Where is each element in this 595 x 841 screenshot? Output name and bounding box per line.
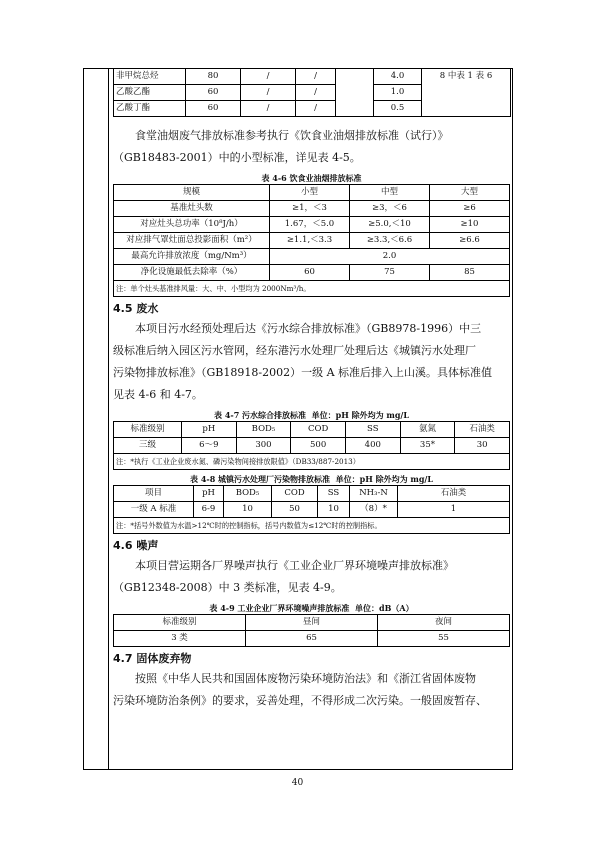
- table-cell: 1.67，＜5.0: [270, 217, 350, 233]
- table-cell: 净化设施最低去除率（%）: [114, 265, 270, 281]
- table-cell: /: [241, 101, 296, 117]
- frame-divider: [108, 68, 109, 770]
- table-row: [114, 69, 511, 85]
- table-row: [114, 233, 510, 249]
- header-cell: 石油类: [455, 422, 510, 438]
- table-note: 注：*执行《工业企业废水氮、磷污染物间接排放限值》（DB33/887-2013）: [114, 454, 510, 470]
- table-row: [114, 438, 510, 454]
- paragraph-water-3: 污染物排放标准》（GB18918-2002）一级 A 标准后排入上山溪。具体标准值: [113, 366, 493, 379]
- table-cell: （8）*: [350, 502, 398, 518]
- paragraph-solid-1: 按照《中华人民共和国固体废物污染环境防治法》和《浙江省固体废物: [135, 672, 476, 685]
- pollutant-name: 乙酸丁酯: [114, 101, 186, 117]
- table-cell: 400: [345, 438, 400, 454]
- header-cell: COD: [291, 422, 346, 438]
- table-header-row: [114, 615, 510, 631]
- table-cell: ≥6.6: [430, 233, 510, 249]
- header-cell: 大型: [430, 185, 510, 201]
- caption-title: 表 4-8 城镇污水处理厂污染物排放标准: [190, 474, 331, 484]
- table-cell: 4.0: [374, 69, 422, 85]
- table-4-7-caption: [113, 409, 510, 421]
- table-note-row: [114, 281, 510, 297]
- table-4-8: [113, 485, 510, 534]
- paragraph-water-2: 级标准后纳入园区污水管网，经东港污水处理厂处理后达《城镇污水处理厂: [113, 344, 476, 357]
- table-4-7: [113, 421, 510, 470]
- header-cell: 夜间: [378, 615, 510, 631]
- table-cell: ≥5.0,＜10: [350, 217, 430, 233]
- paragraph-noise-1: 本项目营运期各厂界噪声执行《工业企业厂界环境噪声排放标准》: [135, 559, 454, 572]
- table-cell: ≥3.3,＜6.6: [350, 233, 430, 249]
- table-cell: /: [241, 69, 296, 85]
- header-cell: SS: [318, 486, 350, 502]
- paragraph-noise-2: （GB12348-2008）中 3 类标准，见表 4-9。: [113, 581, 342, 594]
- header-cell: 项目: [114, 486, 194, 502]
- table-cell: 35*: [400, 438, 455, 454]
- table-cell: 0.5: [374, 101, 422, 117]
- paragraph-solid-2: 污染环境防治条例》的要求，妥善处理，不得形成二次污染。一般固废暂存、: [113, 694, 487, 707]
- table-4-9: [113, 614, 510, 647]
- header-cell: 昼间: [246, 615, 378, 631]
- table-note-row: [114, 454, 510, 470]
- caption-unit: 单位：dB（A）: [355, 603, 414, 613]
- page-number: 40: [291, 778, 304, 788]
- table-header-row: [114, 185, 510, 201]
- table-cell: 30: [455, 438, 510, 454]
- header-cell: 石油类: [398, 486, 510, 502]
- table-cell: 3 类: [114, 631, 246, 647]
- pollutant-name: 非甲烷总烃: [114, 69, 186, 85]
- caption-title: 表 4-9 工业企业厂界环境噪声排放标准: [209, 603, 350, 613]
- table-row: [114, 631, 510, 647]
- table-cell: 1.0: [374, 85, 422, 101]
- header-cell: pH: [194, 486, 224, 502]
- table-cell: ≥10: [430, 217, 510, 233]
- pollutant-name: 乙酸乙酯: [114, 85, 186, 101]
- table-cell: /: [241, 85, 296, 101]
- table-cell: 对应灶头总功率（10⁸J/h）: [114, 217, 270, 233]
- section-4-5-heading: 4.5 废水: [113, 302, 159, 315]
- emission-continued-table: [113, 68, 511, 117]
- table-cell: 10: [224, 502, 272, 518]
- table-4-9-caption: [113, 602, 510, 614]
- table-4-6: [113, 184, 510, 297]
- table-cell: [336, 69, 374, 117]
- page-content: [113, 68, 510, 712]
- header-cell: 标准级别: [114, 422, 182, 438]
- paragraph-water-4: 见表 4-6 和 4-7。: [113, 388, 203, 401]
- table-cell: /: [296, 69, 336, 85]
- table-cell: 65: [246, 631, 378, 647]
- header-cell: 中型: [350, 185, 430, 201]
- table-cell: 6-9: [194, 502, 224, 518]
- table-cell: 2.0: [270, 249, 510, 265]
- table-row: [114, 217, 510, 233]
- caption-unit: 单位：pH 除外均为 mg/L: [311, 410, 409, 420]
- table-header-row: [114, 486, 510, 502]
- header-cell: pH: [182, 422, 237, 438]
- table-row: [114, 249, 510, 265]
- section-4-7-heading: 4.7 固体废弃物: [113, 652, 192, 665]
- table-note: 注：单个灶头基准排风量：大、中、小型均为 2000Nm³/h。: [114, 281, 510, 297]
- table-cell: 对应排气罩灶面总投影面积（m²）: [114, 233, 270, 249]
- header-cell: BOD₅: [224, 486, 272, 502]
- header-cell: 氨氮: [400, 422, 455, 438]
- table-4-6-caption: 表 4-6 饮食业油烟排放标准: [261, 173, 362, 183]
- table-cell: 三级: [114, 438, 182, 454]
- header-cell: COD: [272, 486, 318, 502]
- table-cell: ≥1.1,＜3.3: [270, 233, 350, 249]
- table-cell: 基准灶头数: [114, 201, 270, 217]
- table-row: [114, 201, 510, 217]
- table-cell: 55: [378, 631, 510, 647]
- paragraph-food-2: （GB18483-2001）中的小型标准，详见表 4-5。: [113, 151, 361, 164]
- table-cell: 60: [270, 265, 350, 281]
- table-cell: 50: [272, 502, 318, 518]
- table-cell: /: [296, 85, 336, 101]
- table-note-row: [114, 518, 510, 534]
- table-cell: 300: [236, 438, 291, 454]
- section-4-6-heading: 4.6 噪声: [113, 539, 159, 552]
- header-cell: 规模: [114, 185, 270, 201]
- header-cell: BOD₅: [236, 422, 291, 438]
- table-cell: 85: [430, 265, 510, 281]
- table-4-8-caption: [113, 473, 510, 485]
- header-cell: 小型: [270, 185, 350, 201]
- standard-note: 8 中表 1 表 6: [422, 69, 511, 117]
- table-cell: 75: [350, 265, 430, 281]
- table-cell: 60: [186, 101, 241, 117]
- table-cell: 6～9: [182, 438, 237, 454]
- table-note: 注：*括号外数值为水温>12℃时的控制指标，括号内数值为≤12℃时的控制指标。: [114, 518, 510, 534]
- header-cell: 标准级别: [114, 615, 246, 631]
- table-cell: 10: [318, 502, 350, 518]
- table-cell: 最高允许排放浓度（mg/Nm³）: [114, 249, 270, 265]
- table-cell: ≥3，＜6: [350, 201, 430, 217]
- header-cell: NH₃-N: [350, 486, 398, 502]
- table-header-row: [114, 422, 510, 438]
- paragraph-food-1: 食堂油烟废气排放标准参考执行《饮食业油烟排放标准（试行）》: [135, 129, 449, 142]
- table-cell: ≥6: [430, 201, 510, 217]
- table-cell: 80: [186, 69, 241, 85]
- table-cell: 一级 A 标准: [114, 502, 194, 518]
- table-row: [114, 265, 510, 281]
- table-row: [114, 502, 510, 518]
- table-cell: 60: [186, 85, 241, 101]
- paragraph-water-1: 本项目污水经预处理后达《污水综合排放标准》（GB8978-1996）中三: [135, 322, 482, 335]
- table-cell: /: [296, 101, 336, 117]
- table-cell: ≥1，＜3: [270, 201, 350, 217]
- header-cell: SS: [345, 422, 400, 438]
- table-cell: 500: [291, 438, 346, 454]
- table-cell: 1: [398, 502, 510, 518]
- caption-unit: 单位：pH 除外均为 mg/L: [335, 474, 433, 484]
- caption-title: 表 4-7 污水综合排放标准: [214, 410, 307, 420]
